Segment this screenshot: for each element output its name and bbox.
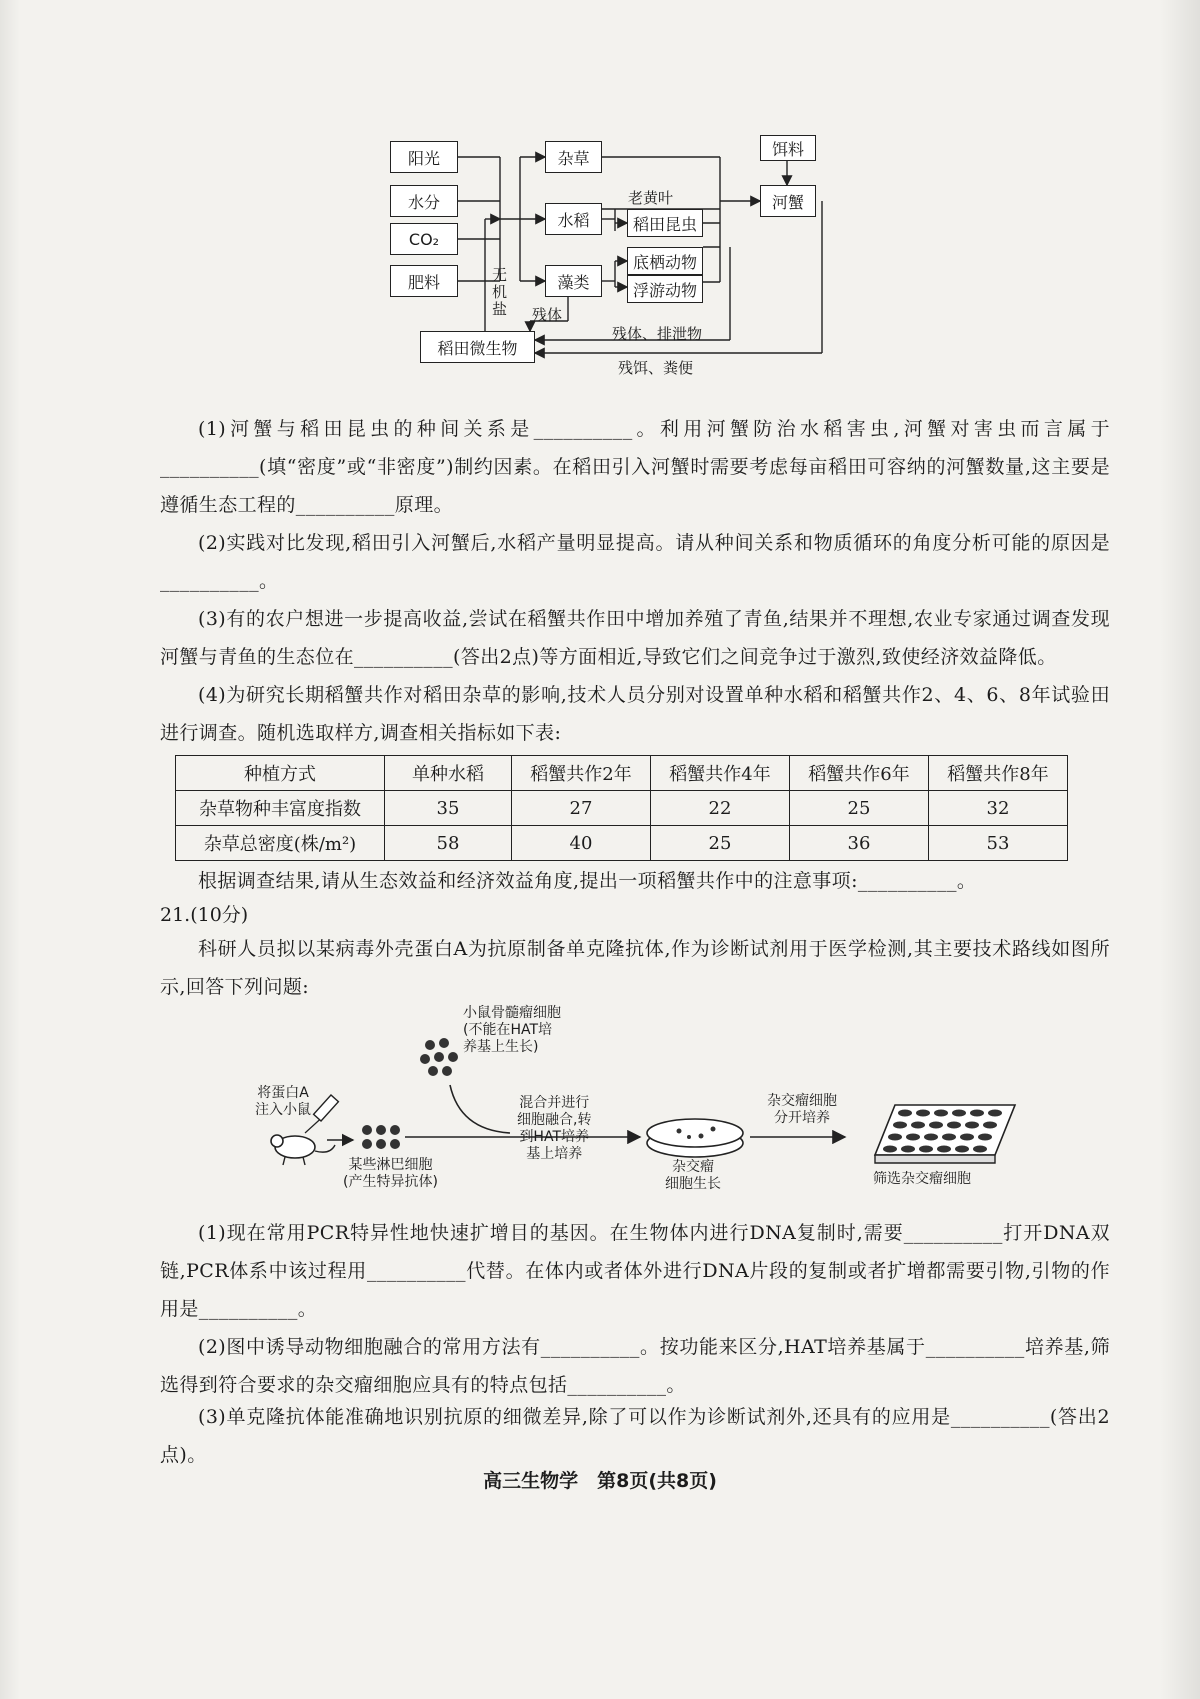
myeloma-label-line: (不能在HAT培 (463, 1022, 553, 1038)
separate-label-line: 分开培养 (774, 1110, 830, 1126)
hybrid-grow-label (665, 1159, 721, 1193)
antibody-workflow-diagram (255, 1005, 1095, 1205)
label-inorganic-salt: 无机盐 (490, 267, 508, 318)
inject-label (255, 1085, 311, 1119)
page-footer: 高三生物学 第8页(共8页) (483, 1470, 717, 1492)
myeloma-label-line: 小鼠骨髓瘤细胞 (463, 1005, 561, 1021)
q20-part3: (3)有的农户想进一步提高收益,尝试在稻蟹共作田中增加养殖了青鱼,结果并不理想,农业专家通过调查发现河蟹与青鱼的生态位在__________(答出2点)等方面相近,导致它们之间竞争过于激烈,致使经济效益降低。 (160, 608, 1110, 668)
table-header-cell: 种植方式 (176, 756, 385, 791)
input-sunlight: 阳光 (390, 141, 458, 173)
q21-intro: 科研人员拟以某病毒外壳蛋白A为抗原制备单克隆抗体,作为诊断试剂用于医学检测,其主要技术路线如图所示,回答下列问题: (160, 938, 1110, 998)
myeloma-cells (420, 1038, 458, 1076)
myeloma-label-line: 养基上生长) (463, 1039, 539, 1055)
q20-part4: (4)为研究长期稻蟹共作对稻田杂草的影响,技术人员分别对设置单种水稻和稻蟹共作2、4、6、8年试验田进行调查。随机选取样方,调查相关指标如下表: (160, 684, 1110, 744)
table-cell: 32 (929, 791, 1068, 826)
consumer-insects: 稻田昆虫 (627, 209, 703, 237)
fuse-label-line: 基上培养 (526, 1146, 583, 1162)
q20-part2: (2)实践对比发现,稻田引入河蟹后,水稻产量明显提高。请从种间关系和物质循环的角度分析可能的原因是__________。 (160, 532, 1110, 592)
feed-box: 饵料 (760, 135, 816, 161)
table-cell: 36 (790, 826, 929, 861)
producer-weed: 杂草 (545, 141, 602, 173)
table-cell: 22 (651, 791, 790, 826)
table-header-cell: 稻蟹共作2年 (512, 756, 651, 791)
producer-rice: 水稻 (545, 203, 602, 235)
input-fertilizer: 肥料 (390, 265, 458, 297)
table-cell: 53 (929, 826, 1068, 861)
fuse-label-line: 到HAT培养 (519, 1129, 590, 1145)
q21-number: 21.(10分) (160, 904, 249, 926)
table-header-row (176, 756, 1068, 791)
table-header-cell: 稻蟹共作8年 (929, 756, 1068, 791)
q21-part1: (1)现在常用PCR特异性地快速扩增目的基因。在生物体内进行DNA复制时,需要__________打开DNA双链,PCR体系中该过程用__________代替。在体内或者体外进行DNA片段的复制或者扩增都需要引物,引物的作用是__________。 (160, 1222, 1110, 1320)
microbe-box: 稻田微生物 (420, 331, 535, 363)
lymph-label-line: (产生特异抗体) (343, 1174, 438, 1190)
label-old-leaves: 老黄叶 (628, 189, 674, 207)
consumer-plankton: 浮游动物 (627, 275, 703, 303)
input-water: 水分 (390, 185, 458, 217)
scan-shadow-left (0, 0, 20, 1699)
table-cell: 58 (385, 826, 512, 861)
table-cell: 25 (790, 791, 929, 826)
q20-after-table: 根据调查结果,请从生态效益和经济效益角度,提出一项稻蟹共作中的注意事项:__________。 (198, 870, 977, 892)
hybrid-grow-label-line: 杂交瘤 (672, 1159, 714, 1175)
separate-label-line: 杂交瘤细胞 (767, 1093, 837, 1109)
weed-survey-table (175, 755, 1068, 861)
table-header-cell: 稻蟹共作4年 (651, 756, 790, 791)
table-header-cell: 稻蟹共作6年 (790, 756, 929, 791)
fuse-label-line: 细胞融合,转 (517, 1112, 592, 1128)
label-residual-feed: 残饵、粪便 (618, 359, 694, 377)
table-cell: 27 (512, 791, 651, 826)
label-remains-excreta: 残体、排泄物 (612, 325, 703, 343)
hybrid-grow-label-line: 细胞生长 (665, 1176, 721, 1192)
input-co2: CO₂ (390, 223, 458, 255)
q20-part1: (1)河蟹与稻田昆虫的种间关系是__________。利用河蟹防治水稻害虫,河蟹对害虫而言属于__________(填“密度”或“非密度”)制约因素。在稻田引入河蟹时需要考虑每亩稻田可容纳的河蟹数量,这主要是遵循生态工程的__________原理。 (160, 418, 1110, 516)
mouse-icon (271, 1135, 335, 1165)
well-plate-icon (875, 1105, 1015, 1163)
inject-label-line: 注入小鼠 (255, 1102, 311, 1118)
table-cell: 25 (651, 826, 790, 861)
scan-shadow-right (1160, 0, 1200, 1699)
inject-label-line: 将蛋白A (257, 1085, 309, 1101)
ecosystem-diagram (390, 135, 900, 395)
lymph-label (343, 1157, 438, 1191)
lymph-label-line: 某些淋巴细胞 (348, 1157, 433, 1173)
crab-box: 河蟹 (760, 185, 816, 217)
table-cell: 杂草物种丰富度指数 (176, 791, 385, 826)
separate-label (767, 1093, 837, 1127)
q21-part3: (3)单克隆抗体能准确地识别抗原的细微差异,除了可以作为诊断试剂外,还具有的应用是__________(答出2点)。 (160, 1406, 1110, 1466)
label-remains: 残体 (532, 306, 563, 324)
table-header-cell: 单种水稻 (385, 756, 512, 791)
screen-label: 筛选杂交瘤细胞 (873, 1171, 971, 1187)
table-cell: 35 (385, 791, 512, 826)
producer-algae: 藻类 (545, 265, 602, 297)
consumer-benthic: 底栖动物 (627, 247, 703, 275)
lymph-cells (362, 1125, 400, 1149)
fuse-label (517, 1095, 591, 1163)
q21-part2: (2)图中诱导动物细胞融合的常用方法有__________。按功能来区分,HAT培养基属于__________培养基,筛选得到符合要求的杂交瘤细胞应具有的特点包括__________。 (160, 1336, 1110, 1396)
myeloma-label (463, 1005, 561, 1056)
table-cell: 40 (512, 826, 651, 861)
petri-dish-icon (647, 1119, 743, 1157)
table-cell: 杂草总密度(株/m²) (176, 826, 385, 861)
fuse-label-line: 混合并进行 (519, 1095, 590, 1111)
table-row (176, 791, 1068, 826)
table-row (176, 826, 1068, 861)
